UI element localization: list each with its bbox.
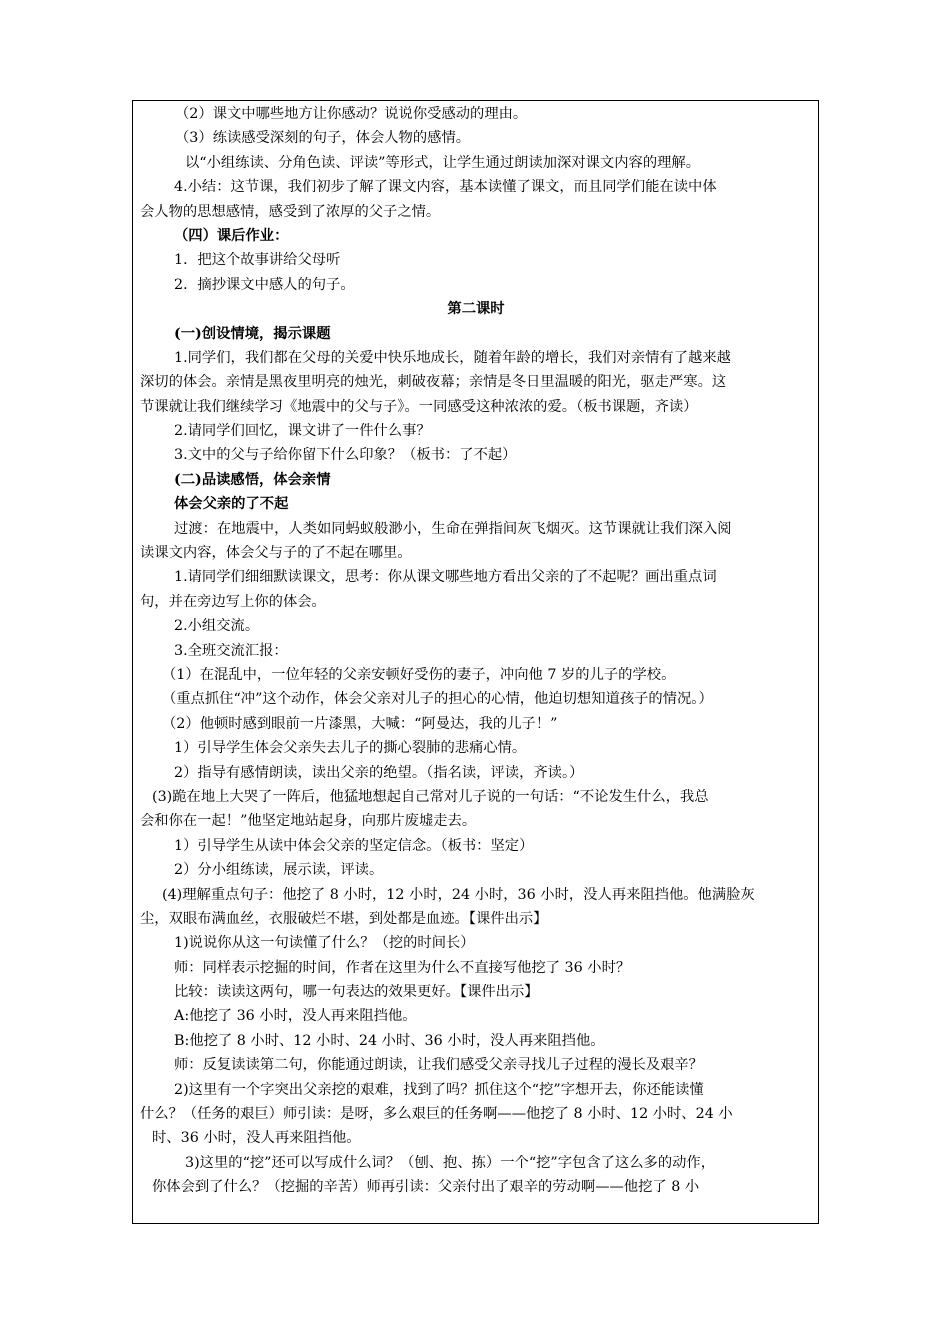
text-line: 2.小组交流。 — [174, 618, 260, 635]
text-line: 会人物的思想感情，感受到了浓厚的父子之情。 — [140, 203, 441, 220]
text-line: 3)这里的“挖”还可以写成什么词？（刨、抱、拣）一个“挖”字包含了这么多的动作， — [185, 1154, 715, 1171]
text-line: 1）引导学生从读中体会父亲的坚定信念。（板书：坚定） — [174, 837, 534, 854]
text-line: 师：同样表示挖掘的时间，作者在这里为什么不直接写他挖了 36 小时？ — [174, 959, 631, 976]
text-line: 你体会到了什么？（挖掘的辛苦）师再引读：父亲付出了艰辛的劳动啊——他挖了 8 小 — [152, 1179, 700, 1196]
text-line: 3.文中的父与子给你留下什么印象？（板书：了不起） — [174, 447, 517, 464]
text-line: B:他挖了 8 小时、12 小时、24 小时、36 小时，没人再来阻挡他。 — [174, 1032, 605, 1049]
text-line: 1．把这个故事讲给父母听 — [174, 252, 341, 269]
text-line: （3）练读感受深刻的句子，体会人物的感情。 — [175, 130, 471, 147]
text-line: 2.请同学们回忆，课文讲了一件什么事？ — [174, 423, 431, 440]
text-line: （2）课文中哪些地方让你感动？说说你受感动的理由。 — [175, 106, 528, 122]
text-line: 句，并在旁边写上你的体会。 — [140, 593, 326, 610]
text-line: 2．摘抄课文中感人的句子。 — [174, 276, 355, 293]
subsection-heading: 体会父亲的了不起 — [174, 496, 289, 513]
text-line: 2）分小组练读，展示读，评读。 — [174, 862, 384, 879]
text-line: 以“小组练读、分角色读、评读”等形式，让学生通过朗读加深对课文内容的理解。 — [185, 154, 701, 171]
text-line: 什么？（任务的艰巨）师引读：是呀，多么艰巨的任务啊——他挖了 8 小时、12 小时、24 小 — [140, 1106, 733, 1123]
lesson-plan-text — [140, 102, 812, 1200]
table-bottom-border — [132, 1223, 819, 1224]
text-line: A:他挖了 36 小时，没人再来阻挡他。 — [174, 1008, 417, 1025]
text-line: 过渡：在地震中，人类如同蚂蚁般渺小，生命在弹指间灰飞烟灭。这节课就让我们深入阅 — [174, 520, 732, 537]
text-line: 时、36 小时，没人再来阻挡他。 — [152, 1130, 361, 1147]
text-line: 节课就让我们继续学习《地震中的父与子》。一同感受这种浓浓的爱。（板书课题，齐读） — [140, 398, 698, 415]
text-line: 2)这里有一个字突出父亲挖的艰难，找到了吗？抓住这个“挖”字想开去，你还能读懂 — [174, 1081, 704, 1098]
text-line: （重点抓住“冲”这个动作，体会父亲对儿子的担心的心情，他迫切想知道孩子的情况。） — [162, 691, 713, 708]
text-line: (4)理解重点句子：他挖了 8 小时，12 小时，24 小时，36 小时，没人再来阻挡他。他满脸灰 — [162, 886, 755, 903]
text-line: 比较：读读这两句，哪一句表达的效果更好。【课件出示】 — [174, 984, 539, 1001]
table-right-border — [818, 100, 819, 1224]
text-line: 1.请同学们细细默读课文，思考：你从课文哪些地方看出父亲的了不起呢？画出重点词 — [174, 569, 717, 586]
text-line: 尘，双眼布满血丝，衣服破烂不堪，到处都是血迹。【课件出示】 — [140, 910, 548, 927]
text-line: 读课文内容，体会父与子的了不起在哪里。 — [140, 545, 412, 562]
table-top-border — [132, 100, 819, 101]
table-left-border — [132, 100, 133, 1224]
text-line: 4.小结：这节课，我们初步了解了课文内容，基本读懂了课文，而且同学们能在读中体 — [174, 179, 717, 196]
text-line: 深切的体会。亲情是黑夜里明亮的烛光，刺破夜幕；亲情是冬日里温暖的阳光，驱走严寒。这 — [140, 374, 727, 391]
text-line: 1.同学们，我们都在父母的关爱中快乐地成长，随着年龄的增长，我们对亲情有了越来越 — [174, 349, 731, 366]
text-line: 1）引导学生体会父亲失去儿子的撕心裂肺的悲痛心情。 — [174, 740, 527, 757]
section-heading: (二)品读感悟，体会亲情 — [174, 471, 331, 488]
lesson-title: 第二课时 — [447, 301, 505, 318]
text-line: 会和你在一起！”他坚定地站起身，向那片废墟走去。 — [140, 813, 477, 830]
text-line: （2）他顿时感到眼前一片漆黑，大喊：“阿曼达，我的儿子！” — [162, 715, 558, 732]
text-line: 3.全班交流汇报： — [174, 642, 288, 659]
section-heading: (一)创设情境，揭示课题 — [174, 325, 331, 342]
text-line: 师：反复读读第二句，你能通过朗读，让我们感受父亲寻找儿子过程的漫长及艰辛？ — [174, 1057, 703, 1074]
text-line: (3)跪在地上大哭了一阵后，他猛地想起自己常对儿子说的一句话：“不论发生什么，我总 — [152, 788, 709, 805]
text-line: 2）指导有感情朗读，读出父亲的绝望。（指名读，评读，齐读。） — [174, 764, 584, 781]
text-line: 1)说说你从这一句读懂了什么？（挖的时间长） — [174, 935, 475, 952]
section-heading: （四）课后作业： — [174, 227, 289, 244]
text-line: （1）在混乱中，一位年轻的父亲安顿好受伤的妻子，冲向他 7 岁的儿子的学校。 — [162, 666, 676, 683]
